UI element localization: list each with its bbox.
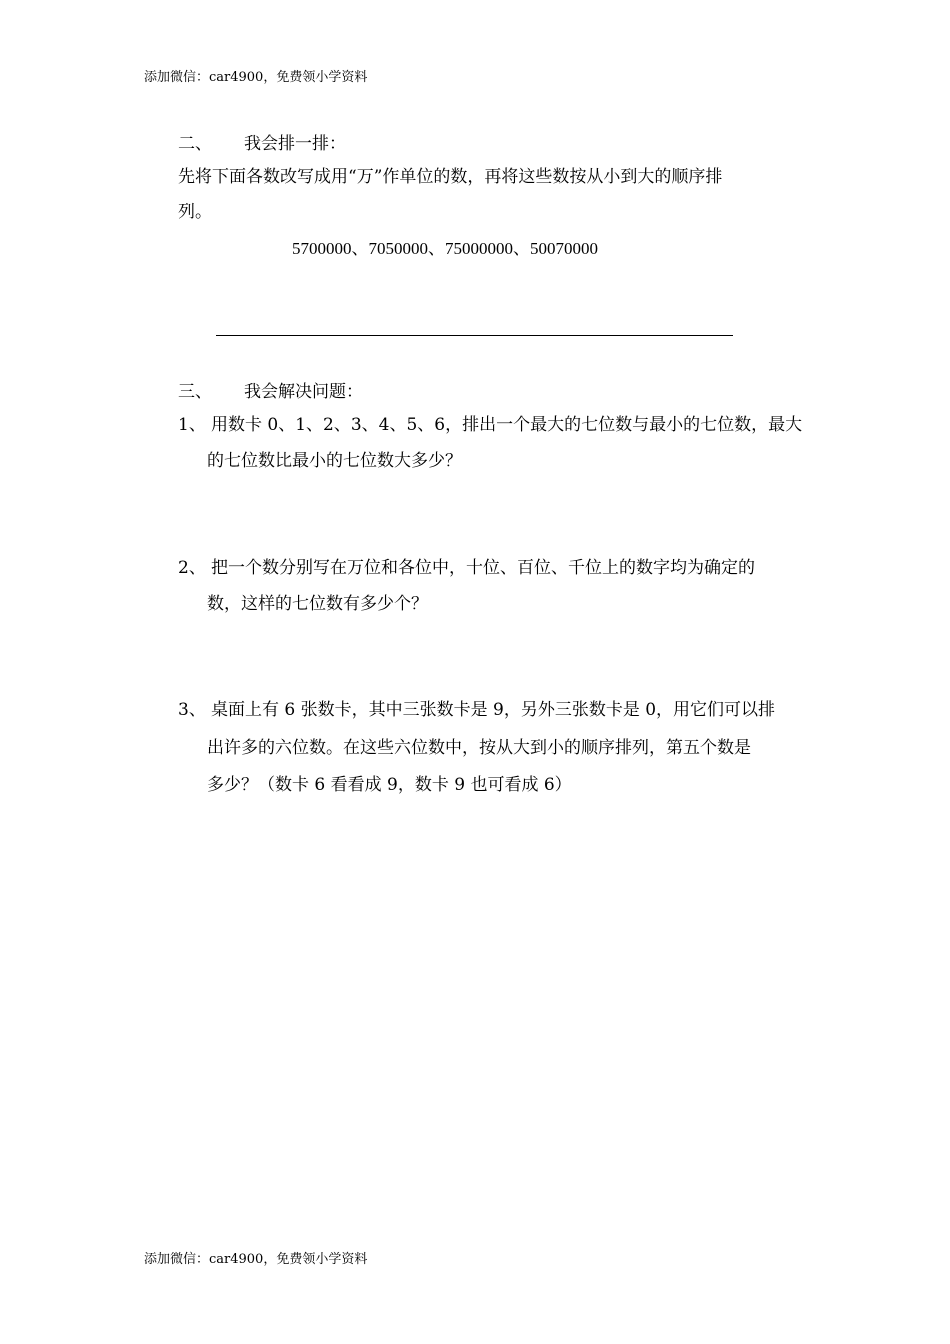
question-3-number: 3、 <box>178 700 206 720</box>
question-3-line1: 桌面上有 6 张数卡，其中三张数卡是 9，另外三张数卡是 0，用它们可以排 <box>211 700 776 720</box>
section-2-instruction-line2: 列。 <box>178 202 212 222</box>
page-footer: 添加微信：car4900，免费领小学资料 <box>144 1252 368 1267</box>
page-header: 添加微信：car4900，免费领小学资料 <box>144 70 368 85</box>
question-2-number: 2、 <box>178 558 206 578</box>
section-2-title: 我会排一排： <box>244 134 346 154</box>
answer-line <box>216 335 733 336</box>
question-3-line3: 多少？（数卡 6 看看成 9，数卡 9 也可看成 6） <box>207 775 572 795</box>
section-3-title: 我会解决问题： <box>244 382 363 402</box>
section-2-instruction-line1: 先将下面各数改写成用“万”作单位的数，再将这些数按从小到大的顺序排 <box>178 167 723 187</box>
question-1-number: 1、 <box>178 415 206 435</box>
question-2-line1: 把一个数分别写在万位和各位中，十位、百位、千位上的数字均为确定的 <box>211 558 755 578</box>
section-3-number: 三、 <box>178 382 212 402</box>
question-3-line2: 出许多的六位数。在这些六位数中，按从大到小的顺序排列，第五个数是 <box>207 738 751 758</box>
question-1-line2: 的七位数比最小的七位数大多少？ <box>207 451 462 471</box>
question-1-line1: 用数卡 0、1、2、3、4、5、6，排出一个最大的七位数与最小的七位数，最大 <box>211 415 803 435</box>
section-2-number: 二、 <box>178 134 212 154</box>
question-2-line2: 数，这样的七位数有多少个？ <box>207 594 428 614</box>
numbers-to-sort: 5700000、7050000、75000000、50070000 <box>292 239 598 258</box>
